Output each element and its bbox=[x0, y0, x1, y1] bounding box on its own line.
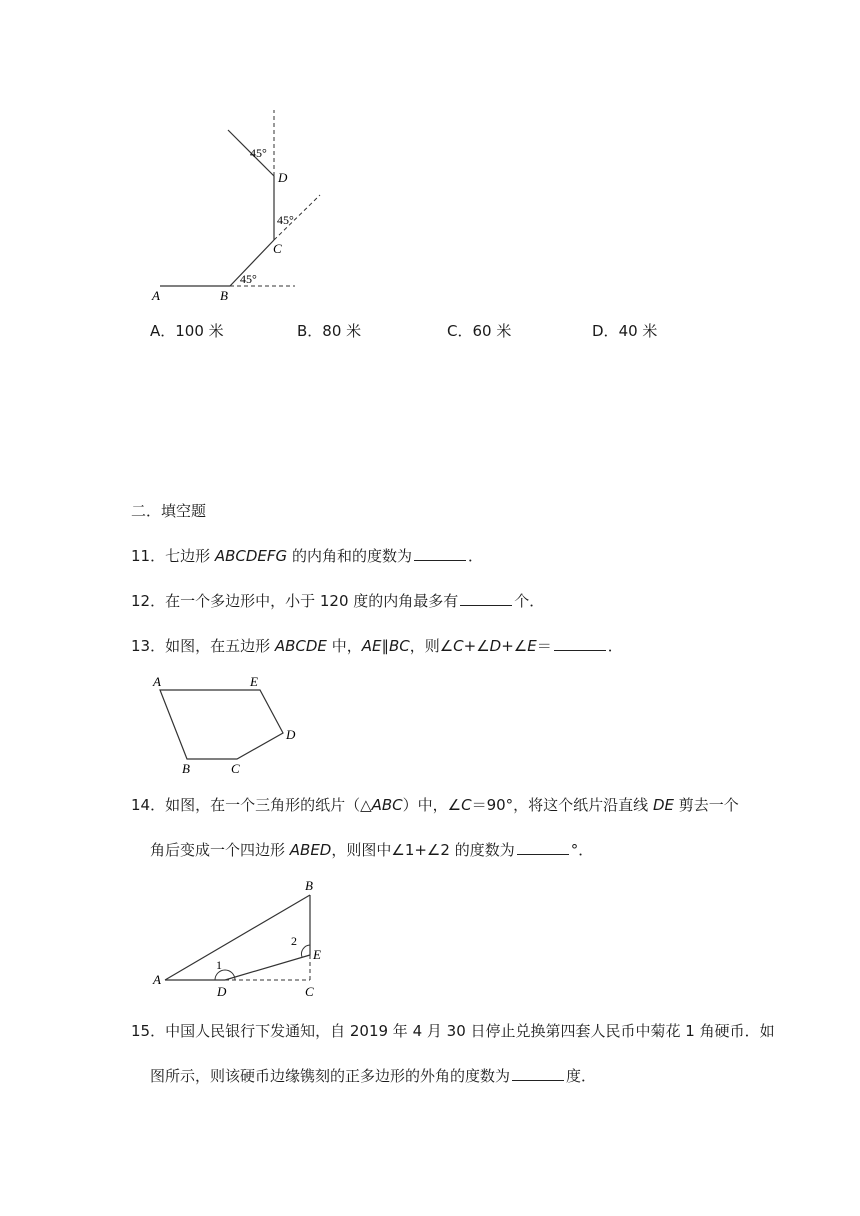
answer-blank-13 bbox=[554, 636, 606, 651]
angle-d-label: 45° bbox=[250, 146, 267, 160]
option-d bbox=[592, 321, 657, 341]
answer-blank-11 bbox=[414, 546, 466, 561]
question-15-line-2: 图所示，则该硬币边缘镌刻的正多边形的外角的度数为 度． bbox=[150, 1067, 597, 1085]
option-c bbox=[447, 321, 511, 341]
option-d-text: 40 米 bbox=[618, 322, 658, 340]
label-d: D bbox=[278, 170, 288, 185]
angle-b-label: 45° bbox=[240, 272, 257, 286]
triangle-label-e: E bbox=[313, 947, 321, 962]
question-15-line-1: 15．中国人民银行下发通知，自 2019 年 4 月 30 日停止兑换第四套人民币中菊花 1 角硬币．如 bbox=[131, 1022, 775, 1040]
option-b bbox=[297, 321, 361, 341]
question-12: 12．在一个多边形中，小于 120 度的内角最多有 个． bbox=[131, 592, 545, 610]
angle-2-label: 2 bbox=[291, 934, 297, 948]
triangle-label-a: A bbox=[153, 972, 161, 987]
figure-pentagon bbox=[145, 668, 315, 778]
angle-c-label: 45° bbox=[277, 213, 294, 227]
option-a-text: 100 米 bbox=[175, 322, 224, 340]
answer-blank-15 bbox=[512, 1066, 564, 1081]
triangle-label-c: C bbox=[305, 984, 314, 999]
option-a bbox=[150, 321, 224, 341]
angle-1-label: 1 bbox=[216, 958, 222, 972]
option-b-text: 80 米 bbox=[322, 322, 362, 340]
pentagon-label-e: E bbox=[250, 674, 258, 689]
answer-blank-14 bbox=[517, 840, 569, 855]
option-b-letter: B． bbox=[297, 322, 323, 340]
question-14-line-2: 角后变成一个四边形 ABED，则图中∠1+∠2 的度数为 °． bbox=[150, 841, 594, 859]
question-11: 11．七边形 ABCDEFG 的内角和的度数为 ． bbox=[131, 547, 483, 565]
option-a-letter: A． bbox=[150, 322, 176, 340]
section-title: 二．填空题 bbox=[131, 502, 207, 520]
triangle-label-d: D bbox=[217, 984, 227, 999]
question-14-line-1: 14．如图，在一个三角形的纸片（△ABC）中，∠C＝90°，将这个纸片沿直线 DE 剪去一个 bbox=[131, 796, 739, 814]
triangle-label-b: B bbox=[305, 878, 313, 893]
figure-triangle bbox=[145, 875, 345, 1000]
pentagon-label-b: B bbox=[182, 761, 190, 776]
question-13: 13．如图，在五边形 ABCDE 中，AE∥BC，则∠C+∠D+∠E＝ ． bbox=[131, 637, 623, 655]
option-c-text: 60 米 bbox=[472, 322, 512, 340]
pentagon-label-d: D bbox=[286, 727, 296, 742]
pentagon-label-c: C bbox=[231, 761, 240, 776]
figure-path-abcd bbox=[140, 100, 340, 310]
label-c: C bbox=[273, 241, 282, 256]
pentagon-label-a: A bbox=[153, 674, 161, 689]
answer-blank-12 bbox=[460, 591, 512, 606]
option-c-letter: C． bbox=[447, 322, 473, 340]
label-a: A bbox=[152, 288, 160, 303]
label-b: B bbox=[220, 288, 228, 303]
option-d-letter: D． bbox=[592, 322, 619, 340]
